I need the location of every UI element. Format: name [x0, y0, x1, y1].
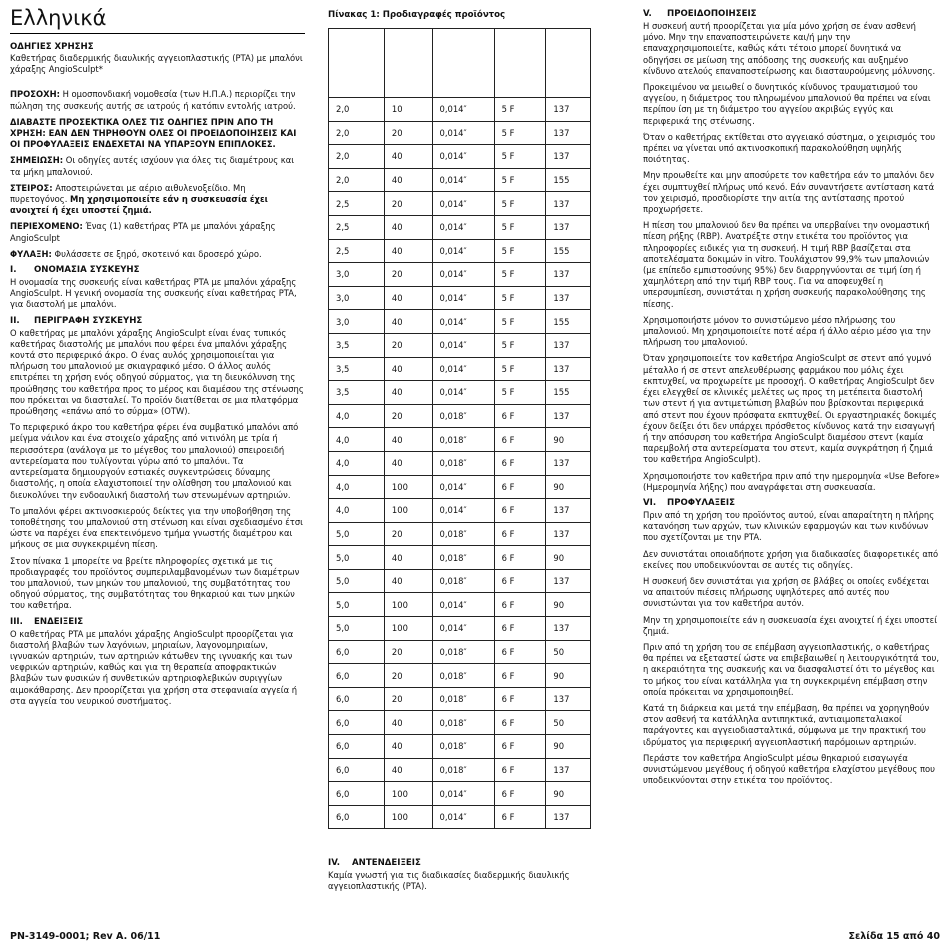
storage-label: ΦΥΛΑΞΗ:: [10, 248, 52, 259]
table-cell: 6 F: [494, 428, 546, 452]
table-cell: 0,018″: [432, 711, 494, 735]
header-cell: [432, 29, 494, 98]
table-cell: 0,018″: [432, 687, 494, 711]
table-cell: 6 F: [494, 735, 546, 759]
table-cell: 137: [546, 805, 591, 829]
precaution-paragraph: Δεν συνιστάται οποιαδήποτε χρήση για διαδικασίες διαφορετικές από εκείνες που υποδεικνύονται σε αυτές τις οδηγίες.: [643, 548, 939, 570]
section-heading-precautions: [643, 498, 940, 509]
column-right: [643, 9, 940, 791]
table-row: [329, 215, 591, 239]
instructions-subtitle: Καθετήρας διαδερμικής διαυλικής αγγειοπλαστικής (PTA) με μπαλόνι χάραξης AngioSculpt*: [10, 53, 303, 75]
caution-label: ΠΡΟΣΟΧΗ:: [10, 89, 60, 100]
table-row: [329, 263, 591, 287]
table-cell: 4,0: [329, 428, 385, 452]
table-cell: 20: [384, 640, 432, 664]
table-cell: 100: [384, 499, 432, 523]
table-cell: 2,0: [329, 145, 385, 169]
table-cell: 3,5: [329, 333, 385, 357]
precaution-paragraph: Περάστε τον καθετήρα AngioSculpt μέσω θηκαριού εισαγωγέα συνιστώμενου μεγέθους ή οδηγού καθετήρα ελαχίστου μεγέθους που υποδεικνύονται στην ετικέτα του προϊόντος.: [643, 752, 935, 786]
table-cell: 2,0: [329, 121, 385, 145]
table-row: [329, 664, 591, 688]
table-cell: 137: [546, 404, 591, 428]
table-cell: 20: [384, 404, 432, 428]
table-cell: 0,014″: [432, 782, 494, 806]
contraindications-text: Καμία γνωστή για τις διαδικασίες διαδερμικής διαυλικής αγγειοπλαστικής (PTA).: [328, 870, 570, 892]
table-cell: 0,014″: [432, 357, 494, 381]
section-heading-warnings: [643, 9, 940, 20]
table-row: [329, 333, 591, 357]
table-cell: 40: [384, 428, 432, 452]
table-cell: 6 F: [494, 640, 546, 664]
warning-paragraph: Όταν χρησιμοποιείτε τον καθετήρα AngioSculpt σε στεντ από γυμνό μέταλλο ή σε στεντ απελευθέρωσης φαρμάκου που μόλις έχει εκπτυχθεί, να προχωρείτε με προσοχή. Ο καθετήρας AngioSculpt δεν έχει ελεγχθεί σε κλινικές μελέτες ως προς τη μετέπειτα διαστολή των στεντ ή για αντιμετώπιση βλαβών που βρίσκονται περιφερικά από στεντ που έχουν πρόσφατα εκπτυχθεί. Οι εργαστηριακές δοκιμές έχουν δείξει ότι δεν υπάρχει πρόσθετος κίνδυνος κατά την εισαγωγή ή την απόσυρση του καθετήρα AngioSculpt διαμέσου στεντ (καμία παρεμβολή στα αντερείσματα του στεντ, καμία συγκράτηση ή ζημιά του καθετήρα AngioSculpt).: [643, 353, 937, 465]
precaution-paragraph: Πριν από τη χρήση του προϊόντος αυτού, είναι απαραίτητη η πλήρης κατανόηση των αρχών, των κλινικών εφαρμογών και των κινδύνων που σχετίζονται με την PTA.: [643, 509, 935, 543]
table-cell: 90: [546, 546, 591, 570]
table-cell: 5 F: [494, 239, 546, 263]
header-cell: [494, 29, 546, 98]
table-row: [329, 617, 591, 641]
section-number: V.: [643, 9, 652, 19]
table-cell: 0,014″: [432, 381, 494, 405]
table-cell: 40: [384, 239, 432, 263]
description-paragraph-1: Ο καθετήρας με μπαλόνι χάραξης AngioSculpt είναι ένας τυπικός καθετήρας διαστολής με μπαλόνι που φέρει ένα μπαλόνι χάραξης κοντά στο περιφερικό άκρο. Ο ένας αυλός χρησιμοποιείται για πλήρωση του μπαλονιού με σκιαγραφικό μέσο. Ο άλλος αυλός επιτρέπει τη χρήση ενός οδηγού σύρματος, για τη διευκόλυνση της προώθησης του καθετήρα προς το μέρος και διαμέσου της στένωσης που πρόκειται να διασταλεί. Το προϊόν διατίθεται σε μια πλατφόρμα προώθησης «επάνω από το σύρμα» (OTW).: [10, 327, 304, 417]
table-row: [329, 805, 591, 829]
table-cell: 40: [384, 215, 432, 239]
table-row: [329, 428, 591, 452]
notes-label: ΣΗΜΕΙΩΣΗ:: [10, 155, 64, 166]
device-name-text: Η ονομασία της συσκευής είναι καθετήρας PTA με μπαλόνι χάραξης AngioSculpt. Η γενική ονομασία της συσκευής είναι καθετήρας PTA, για διαστολή με μπαλόνι.: [10, 277, 297, 310]
table-row: [329, 192, 591, 216]
table-cell: 0,018″: [432, 428, 494, 452]
table-cell: 6 F: [494, 711, 546, 735]
table-row: [329, 711, 591, 735]
table-cell: 6 F: [494, 593, 546, 617]
table-cell: 6,0: [329, 711, 385, 735]
table-cell: 137: [546, 357, 591, 381]
table-cell: 155: [546, 381, 591, 405]
table-cell: 100: [384, 475, 432, 499]
table-cell: 40: [384, 145, 432, 169]
table-cell: 20: [384, 333, 432, 357]
table-cell: 40: [384, 451, 432, 475]
table-cell: 5,0: [329, 546, 385, 570]
table-cell: 137: [546, 617, 591, 641]
table-row: [329, 546, 591, 570]
table-cell: 5 F: [494, 310, 546, 334]
table-row: [329, 522, 591, 546]
table-cell: 137: [546, 121, 591, 145]
table-cell: 40: [384, 735, 432, 759]
table-row: [329, 782, 591, 806]
table-cell: 137: [546, 145, 591, 169]
table-cell: 2,5: [329, 239, 385, 263]
column-middle: [328, 0, 593, 829]
table-cell: 6 F: [494, 546, 546, 570]
table-cell: 20: [384, 687, 432, 711]
table-cell: 20: [384, 263, 432, 287]
section-title: ΕΝΔΕΙΞΕΙΣ: [34, 616, 84, 627]
table-row: [329, 121, 591, 145]
table-row: [329, 239, 591, 263]
table-cell: 90: [546, 475, 591, 499]
table-cell: 0,014″: [432, 168, 494, 192]
contents-label: ΠΕΡΙΕΧΟΜΕΝΟ:: [10, 221, 83, 232]
table-cell: 4,0: [329, 451, 385, 475]
table-cell: 6 F: [494, 664, 546, 688]
storage-text: Φυλάσσετε σε ξηρό, σκοτεινό και δροσερό χώρο.: [51, 248, 262, 259]
table-cell: 0,014″: [432, 333, 494, 357]
table-cell: 100: [384, 593, 432, 617]
table-cell: 0,014″: [432, 617, 494, 641]
section-title: ΠΕΡΙΓΡΑΦΗ ΣΥΣΚΕΥΗΣ: [34, 315, 143, 326]
table-cell: 40: [384, 758, 432, 782]
table-cell: 5 F: [494, 381, 546, 405]
notes-text: Οι οδηγίες αυτές ισχύουν για όλες τις διαμέτρους και τα μήκη μπαλονιού.: [10, 155, 295, 177]
table-cell: 0,014″: [432, 286, 494, 310]
table-cell: 6 F: [494, 404, 546, 428]
table-cell: 137: [546, 98, 591, 122]
table-cell: 137: [546, 263, 591, 287]
table-cell: 6,0: [329, 758, 385, 782]
table-cell: 40: [384, 357, 432, 381]
table-cell: 137: [546, 286, 591, 310]
table-cell: 0,014″: [432, 98, 494, 122]
table-cell: 0,014″: [432, 215, 494, 239]
table-cell: 137: [546, 758, 591, 782]
warning-paragraph: Χρησιμοποιήστε τον καθετήρα πριν από την ημερομηνία «Use Before» (Ημερομηνία λήξης) που αναγράφεται στη συσκευασία.: [643, 470, 940, 492]
warning-paragraph: Όταν ο καθετήρας εκτίθεται στο αγγειακό σύστημα, ο χειρισμός του πρέπει να γίνεται υπό ακτινοσκοπική παρακολούθηση υψηλής ποιότητας.: [643, 131, 936, 165]
warning-paragraph: Η πίεση του μπαλονιού δεν θα πρέπει να υπερβαίνει την ονομαστική πίεση ρήξης (RBP). Ανατρέξτε στην ετικέτα του προϊόντος για πληροφορίες ειδικές για τη συσκευή. Η τιμή RBP βασίζεται στα αποτελέσματα δοκιμών in vitro. Τουλάχιστον 99,9% των μπαλονιών (με επίπεδο εμπιστοσύνης 95%) δεν διαρρηγνύονται σε τιμή ίση ή χαμηλότερη από την τιμή RBP τους. Για να αποφευχθεί η υπερσυμπίεση, συνιστάται η χρήση συσκευής παρακολούθησης της πίεσης.: [643, 220, 930, 309]
table-cell: 5 F: [494, 121, 546, 145]
table-cell: 3,0: [329, 286, 385, 310]
table-cell: 40: [384, 546, 432, 570]
table-cell: 5 F: [494, 192, 546, 216]
section-title: ΠΡΟΦΥΛΑΞΕΙΣ: [667, 497, 735, 508]
table-cell: 0,014″: [432, 593, 494, 617]
section-heading-device-name: [10, 265, 305, 276]
section-title: ΑΝΤΕΝΔΕΙΞΕΙΣ: [352, 858, 421, 868]
table-cell: 5,0: [329, 522, 385, 546]
table-cell: 100: [384, 805, 432, 829]
table-row: [329, 475, 591, 499]
table-cell: 100: [384, 617, 432, 641]
table-cell: 0,018″: [432, 664, 494, 688]
section-number: II.: [10, 315, 20, 326]
table-cell: 10: [384, 98, 432, 122]
table-cell: 0,018″: [432, 640, 494, 664]
indications-text: Ο καθετήρας PTA με μπαλόνι χάραξης AngioSculpt προορίζεται για διαστολή βλαβών των λαγόνιων, μηριαίων, λαγονομηριαίων, ιγνυακών αρτηριών, των αρτηριών κάτωθεν της ιγνυακής και των νεφρικών αρτηριών, καθώς και για τη θεραπεία αποφρακτικών βλαβών των φυσικών ή συνθετικών αρτηριοφλεβικών συριγγίων αιμοκάθαρσης. Δεν προορίζεται για χρήση στα στεφανιαία αγγεία ή στα αγγεία του νευρικού συστήματος.: [10, 628, 298, 706]
table-cell: 50: [546, 711, 591, 735]
precaution-paragraph: Κατά τη διάρκεια και μετά την επέμβαση, θα πρέπει να χορηγηθούν στον ασθενή τα κατάλληλα αντιπηκτικά, αντιαιμοπεταλιακοί παράγοντες και αγγειοδιασταλτικά, σύμφωνα με την πρακτική του ιδρύματος για περιφερική αγγειοπλαστική παρόμοιων αρτηριών.: [643, 702, 930, 747]
table-row: [329, 381, 591, 405]
table-cell: 6 F: [494, 758, 546, 782]
section-title: ΟΝΟΜΑΣΙΑ ΣΥΣΚΕΥΗΣ: [34, 265, 140, 276]
table-row: [329, 758, 591, 782]
table-cell: 155: [546, 239, 591, 263]
table-cell: 6 F: [494, 451, 546, 475]
section-number: I.: [10, 265, 17, 276]
table-cell: 0,014″: [432, 192, 494, 216]
header-cell: [329, 29, 385, 98]
column-left: [10, 0, 305, 712]
sterile-paragraph: [10, 183, 305, 217]
warnings-list: [643, 21, 940, 493]
table-cell: 3,5: [329, 381, 385, 405]
contraindications-section: [328, 858, 593, 897]
table-cell: 0,018″: [432, 758, 494, 782]
table-cell: 6 F: [494, 475, 546, 499]
sterile-warning: Μη χρησιμοποιείτε εάν η συσκευασία έχει ανοιχτεί ή έχει υποστεί ζημιά.: [10, 194, 268, 216]
table-cell: 0,018″: [432, 735, 494, 759]
table-row: [329, 404, 591, 428]
table-cell: 0,014″: [432, 145, 494, 169]
table-cell: 0,014″: [432, 805, 494, 829]
table-cell: 40: [384, 310, 432, 334]
section-number: VI.: [643, 497, 657, 508]
footer-page-number: Σελίδα 15 από 40: [848, 931, 940, 942]
table-cell: 6 F: [494, 687, 546, 711]
warning-paragraph: Μην προωθείτε και μην αποσύρετε τον καθετήρα εάν το μπαλόνι δεν έχει συμπτυχθεί πλήρως υπό κενό. Εάν συναντήσετε αντίσταση κατά τον χειρισμό, προσδιορίστε την αιτία της αντίστασης προτού προχωρήσετε.: [643, 170, 935, 215]
description-paragraph-4: Στον πίνακα 1 μπορείτε να βρείτε πληροφορίες σχετικά με τις προδιαγραφές του προϊόντος συμπεριλαμβανομένων των διαμέτρων του μπαλονιού, των μηκών του μπαλονιού, της συμβατότητας του οδηγού σύρματος, της συμβατότητας του θηκαριού και των μηκών του καθετήρα.: [10, 555, 300, 611]
precautions-list: [643, 510, 940, 786]
section-heading-contraindications: [328, 858, 593, 869]
table-cell: 0,018″: [432, 404, 494, 428]
table-cell: 2,0: [329, 98, 385, 122]
table-row: [329, 168, 591, 192]
table-cell: 6,0: [329, 687, 385, 711]
table-cell: 5,0: [329, 593, 385, 617]
table-cell: 155: [546, 168, 591, 192]
table-cell: 40: [384, 286, 432, 310]
table-cell: 5,0: [329, 569, 385, 593]
table-row: [329, 593, 591, 617]
table-cell: 0,014″: [432, 310, 494, 334]
table-cell: 20: [384, 522, 432, 546]
table-row: [329, 569, 591, 593]
table-cell: 90: [546, 735, 591, 759]
contents-paragraph: [10, 221, 305, 243]
table-cell: 137: [546, 499, 591, 523]
instructions-title: ΟΔΗΓΙΕΣ ΧΡΗΣΗΣ: [10, 42, 94, 52]
table-cell: 137: [546, 333, 591, 357]
table-cell: 6 F: [494, 522, 546, 546]
table-cell: 5,0: [329, 617, 385, 641]
table-cell: 6,0: [329, 640, 385, 664]
table-row: [329, 357, 591, 381]
table-cell: 6,0: [329, 805, 385, 829]
sterile-label: ΣΤΕΙΡΟΣ:: [10, 182, 53, 193]
table-cell: 3,0: [329, 263, 385, 287]
table-row: [329, 735, 591, 759]
table-row: [329, 640, 591, 664]
table-cell: 5 F: [494, 98, 546, 122]
table-cell: 0,014″: [432, 121, 494, 145]
warning-paragraph: Χρησιμοποιήστε μόνον το συνιστώμενο μέσο πλήρωσης του μπαλονιού. Μη χρησιμοποιείτε ποτέ αέρα ή άλλο αέριο μέσο για την πλήρωση του μπαλονιού.: [643, 314, 931, 348]
table-cell: 6,0: [329, 664, 385, 688]
table-cell: 5 F: [494, 145, 546, 169]
storage-paragraph: [10, 249, 305, 260]
precaution-paragraph: Πριν από τη χρήση του σε επέμβαση αγγειοπλαστικής, ο καθετήρας θα πρέπει να εξεταστεί ώστε να επιβεβαιωθεί η λειτουργικότητά του, η ακεραιότητα της συσκευής και να διασφαλιστεί ότι το μέγεθος και το μήκος του είναι κατάλληλα για τη συγκεκριμένη επέμβαση στην οποία πρόκειται να χρησιμοποιηθεί.: [643, 641, 940, 697]
table-row: [329, 98, 591, 122]
table-cell: 5 F: [494, 168, 546, 192]
table-cell: 40: [384, 569, 432, 593]
table-cell: 6 F: [494, 499, 546, 523]
notes-paragraph: [10, 155, 305, 177]
warning-paragraph: Προκειμένου να μειωθεί ο δυνητικός κίνδυνος τραυματισμού του αγγείου, η διάμετρος του πληρωμένου μπαλονιού θα πρέπει να είναι περίπου ίση με τη διάμετρο του αγγείου ακριβώς εγγύς και περιφερικά της στένωσης.: [643, 82, 931, 126]
table-row: [329, 286, 591, 310]
table-cell: 137: [546, 522, 591, 546]
table-cell: 40: [384, 168, 432, 192]
table-cell: 0,018″: [432, 451, 494, 475]
table-cell: 20: [384, 664, 432, 688]
table-cell: 0,018″: [432, 569, 494, 593]
table-cell: 0,014″: [432, 499, 494, 523]
table-cell: 137: [546, 192, 591, 216]
table-cell: 137: [546, 451, 591, 475]
caution-paragraph: [10, 89, 305, 111]
table-cell: 6 F: [494, 782, 546, 806]
description-paragraph-2: Το περιφερικό άκρο του καθετήρα φέρει ένα συμβατικό μπαλόνι από μείγμα νάιλον και ένα στοιχείο χάραξης από νιτινόλη με τρία ή περισσότερα (ανάλογα με το μέγεθος του μπαλονιού) σπειροειδή αντερείσματα που τυλίγονται γύρω από το μπαλόνι. Τα αντερείσματα δημιουργούν εστιακές συγκεντρώσεις δύναμης διαστολής, η οποία ελαχιστοποιεί την ολίσθηση του μπαλονιού και διευκολύνει την ενδοαυλική διαστολή των στενωμένων αρτηριών.: [10, 422, 299, 500]
table-cell: 20: [384, 121, 432, 145]
table-row: [329, 451, 591, 475]
header-cell: [384, 29, 432, 98]
table-cell: 6,0: [329, 782, 385, 806]
table-cell: 50: [546, 640, 591, 664]
table-cell: 4,0: [329, 475, 385, 499]
table-cell: 20: [384, 192, 432, 216]
table-cell: 0,014″: [432, 239, 494, 263]
table-cell: 90: [546, 782, 591, 806]
table-cell: 0,014″: [432, 475, 494, 499]
description-paragraph-3: Το μπαλόνι φέρει ακτινοσκιερούς δείκτες για την υποβοήθηση της τοποθέτησης του μπαλονιού στη στένωση και είναι σχεδιασμένο έτσι ώστε να παρέχει ένα επεκτεινόμενο τμήμα γνωστής διαμέτρου και μήκους σε μια συγκεκριμένη πίεση.: [10, 505, 303, 550]
read-instructions-warning: ΔΙΑΒΑΣΤΕ ΠΡΟΣΕΚΤΙΚΑ ΟΛΕΣ ΤΙΣ ΟΔΗΓΙΕΣ ΠΡΙΝ ΑΠΟ ΤΗ ΧΡΗΣΗ: ΕΑΝ ΔΕΝ ΤΗΡΗΘΟΥΝ ΟΛΕΣ ΟΙ ΠΡΟΕΙΔΟΠΟΙΗΣΕΙΣ ΚΑΙ ΟΙ ΠΡΟΦΥΛΑΞΕΙΣ ΕΝΔΕΧΕΤΑΙ ΝΑ ΥΠΑΡΞΟΥΝ ΕΠΙΠΛΟΚΕΣ.: [10, 116, 297, 150]
table-row: [329, 687, 591, 711]
table-header-row: [329, 29, 591, 98]
table-cell: 5 F: [494, 215, 546, 239]
table-cell: 6 F: [494, 805, 546, 829]
specifications-table: [328, 28, 591, 829]
section-title: ΠΡΟΕΙΔΟΠΟΙΗΣΕΙΣ: [667, 9, 757, 19]
table-cell: 2,5: [329, 192, 385, 216]
warning-paragraph: Η συσκευή αυτή προορίζεται για μία μόνο χρήση σε έναν ασθενή μόνο. Μην την επαναποστειρώνετε και/ή μην την επαναχρησιμοποιείτε, καθώς κάτι τέτοιο μπορεί δυνητικά να οδηγήσει σε μείωση της απόδοσης της συσκευής και αυξημένο κίνδυνο ατελούς επαναποστείρωσης και διασταυρούμενης μόλυνσης.: [643, 21, 936, 76]
table-cell: 90: [546, 428, 591, 452]
header-cell: [546, 29, 591, 98]
table-cell: 3,0: [329, 310, 385, 334]
table-row: [329, 499, 591, 523]
footer-part-number: PN-3149-0001; Rev A. 06/11: [10, 931, 161, 942]
table-cell: 6 F: [494, 617, 546, 641]
table-cell: 137: [546, 687, 591, 711]
table-cell: 2,0: [329, 168, 385, 192]
section-heading-indications: [10, 617, 305, 628]
contents-text: Ένας (1) καθετήρας PTA με μπαλόνι χάραξης AngioSculpt: [10, 221, 276, 243]
table-cell: 4,0: [329, 404, 385, 428]
language-title: Ελληνικά: [10, 6, 305, 34]
precaution-paragraph: Μην τη χρησιμοποιείτε εάν η συσκευασία έχει ανοιχτεί ή έχει υποστεί ζημιά.: [643, 614, 938, 636]
table-cell: 100: [384, 782, 432, 806]
table-cell: 6,0: [329, 735, 385, 759]
table-cell: 3,5: [329, 357, 385, 381]
table-cell: 5 F: [494, 286, 546, 310]
table-cell: 0,014″: [432, 263, 494, 287]
section-heading-device-description: [10, 316, 305, 327]
table-cell: 2,5: [329, 215, 385, 239]
table-row: [329, 145, 591, 169]
table-cell: 5 F: [494, 357, 546, 381]
precaution-paragraph: Η συσκευή δεν συνιστάται για χρήση σε βλάβες οι οποίες ενδέχεται να απαιτούν πιέσεις πλήρωσης υψηλότερες από αυτές που συνιστώνται για τον καθετήρα αυτόν.: [643, 575, 930, 609]
table-cell: 90: [546, 593, 591, 617]
section-number: IV.: [328, 858, 341, 868]
table-caption: Πίνακας 1: Προδιαγραφές προϊόντος: [328, 10, 506, 20]
table-cell: 5 F: [494, 263, 546, 287]
table-cell: 40: [384, 381, 432, 405]
table-cell: 40: [384, 711, 432, 735]
table-cell: 4,0: [329, 499, 385, 523]
section-number: III.: [10, 616, 23, 627]
table-cell: 155: [546, 310, 591, 334]
table-cell: 90: [546, 664, 591, 688]
table-cell: 0,018″: [432, 546, 494, 570]
caution-text: Η ομοσπονδιακή νομοθεσία (των Η.Π.Α.) περιορίζει την πώληση της συσκευής αυτής σε ιατρούς ή κατόπιν εντολής ιατρού.: [10, 89, 296, 111]
table-cell: 137: [546, 215, 591, 239]
table-row: [329, 310, 591, 334]
table-cell: 137: [546, 569, 591, 593]
table-cell: 0,018″: [432, 522, 494, 546]
table-cell: 6 F: [494, 569, 546, 593]
sterile-text: Αποστειρώνεται με αέριο αιθυλενοξείδιο. Μη πυρετογόνος.: [10, 182, 246, 205]
table-cell: 5 F: [494, 333, 546, 357]
